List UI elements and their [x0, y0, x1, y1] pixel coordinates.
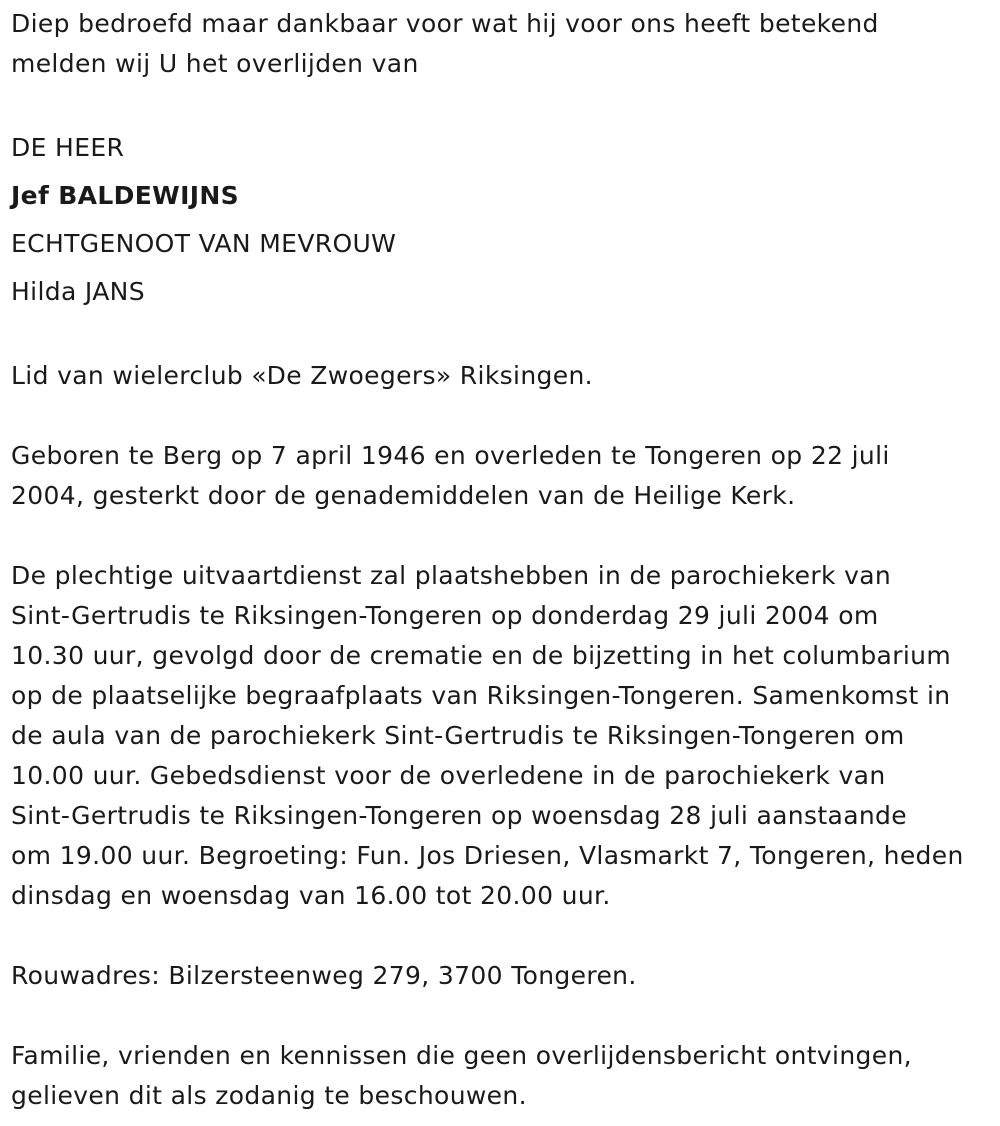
ceremony-line: De plechtige uitvaartdienst zal plaatshebben in de parochiekerk van	[11, 561, 892, 590]
deceased-name: Jef BALDEWIJNS	[11, 181, 240, 210]
ceremony-line: de aula van de parochiekerk Sint-Gertrudis te Riksingen-Tongeren om	[11, 721, 905, 750]
membership-line: Lid van wielerclub «De Zwoegers» Riksingen.	[11, 361, 593, 390]
intro-paragraph	[11, 4, 993, 84]
closing-line-2: gelieven dit als zodanig te beschouwen.	[11, 1081, 527, 1110]
deceased-title: DE HEER	[11, 133, 125, 162]
mourning-address: Rouwadres: Bilzersteenweg 279, 3700 Tongeren.	[11, 961, 637, 990]
ceremony-line: dinsdag en woensdag van 16.00 tot 20.00 uur.	[11, 881, 611, 910]
birth-death-line-2: 2004, gesterkt door de genademiddelen van de Heilige Kerk.	[11, 481, 796, 510]
ceremony-line: op de plaatselijke begraafplaats van Riksingen-Tongeren. Samenkomst in	[11, 681, 951, 710]
intro-line-1: Diep bedroefd maar dankbaar voor wat hij voor ons heeft betekend	[11, 9, 879, 38]
ceremony-line: Sint-Gertrudis te Riksingen-Tongeren op donderdag 29 juli 2004 om	[11, 601, 879, 630]
address-paragraph	[11, 956, 993, 996]
ceremony-line: 10.30 uur, gevolgd door de crematie en de bijzetting in het columbarium	[11, 641, 952, 670]
closing-paragraph	[11, 1036, 993, 1116]
deceased-relation: ECHTGENOOT VAN MEVROUW	[11, 229, 397, 258]
ceremony-line: 10.00 uur. Gebedsdienst voor de overledene in de parochiekerk van	[11, 761, 886, 790]
ceremony-line: om 19.00 uur. Begroeting: Fun. Jos Driesen, Vlasmarkt 7, Tongeren, heden	[11, 841, 964, 870]
membership-paragraph	[11, 356, 993, 396]
birth-death-line-1: Geboren te Berg op 7 april 1946 en overleden te Tongeren op 22 juli	[11, 441, 890, 470]
intro-line-2: melden wij U het overlijden van	[11, 49, 419, 78]
spouse-name: Hilda JANS	[11, 277, 145, 306]
ceremony-paragraph	[11, 556, 993, 916]
ceremony-line: Sint-Gertrudis te Riksingen-Tongeren op woensdag 28 juli aanstaande	[11, 801, 908, 830]
birth-death-paragraph	[11, 436, 993, 516]
deceased-block	[11, 124, 993, 316]
closing-line-1: Familie, vrienden en kennissen die geen overlijdensbericht ontvingen,	[11, 1041, 912, 1070]
death-notice	[11, 4, 993, 1116]
